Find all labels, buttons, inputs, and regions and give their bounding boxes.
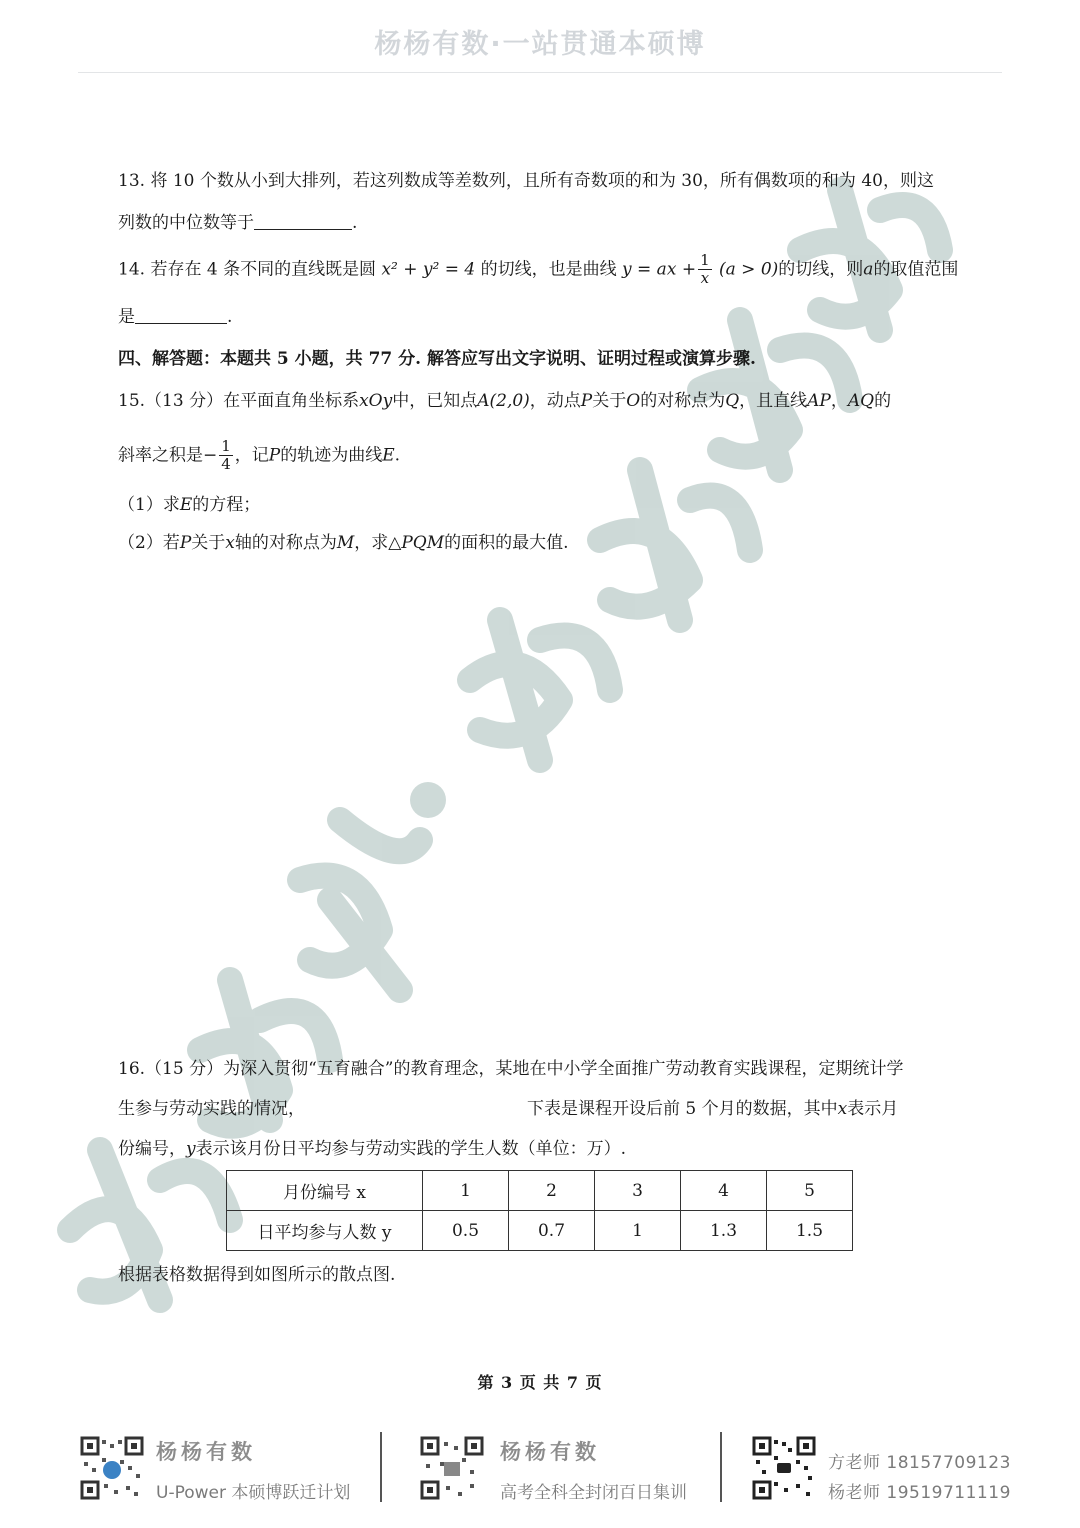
section-4-title: 四、解答题：本题共 5 小题，共 77 分. 解答应写出文字说明、证明过程或演算步骤. xyxy=(118,349,756,369)
footer-slogan: U-Power 本硕博跃迁计划 xyxy=(156,1483,351,1503)
q15-text: ，动点 xyxy=(529,391,581,411)
q15-period: . xyxy=(394,445,401,466)
q15-sub2-text: ，求 xyxy=(354,533,389,553)
q15-sub2 xyxy=(118,530,962,557)
table-row-value xyxy=(227,1211,853,1251)
q15-text: ，且直线 xyxy=(739,391,808,411)
q15-minus: − xyxy=(203,445,218,466)
footer-contact-fang: 方老师 18157709123 xyxy=(828,1453,1011,1473)
q15-frac-num: 1 xyxy=(221,437,231,455)
q13-line2 xyxy=(118,210,962,237)
q16-line1: 16.（15 分）为深入贯彻“五育融合”的教育理念，某地在中小学全面推广劳动教育实践课程，定期统计学 xyxy=(118,1059,904,1079)
watermark-dot xyxy=(410,782,446,818)
q15-line2 xyxy=(118,438,962,474)
q15-var-p: P xyxy=(268,445,281,466)
answer-blank xyxy=(135,307,227,324)
q15-frac-den: 4 xyxy=(221,455,231,474)
q16-line2 xyxy=(118,1096,962,1123)
q15-line-aq: AQ xyxy=(847,391,875,411)
q15-sub2-text: 关于 xyxy=(191,533,226,553)
watermark-stroke xyxy=(470,620,610,760)
table-cell: 1 xyxy=(423,1171,509,1211)
q14-fraction xyxy=(698,252,712,288)
q15-sub2-text: （2）若 xyxy=(118,533,180,553)
footer-slogan: 高考全科全封闭百日集训 xyxy=(500,1483,687,1503)
q14-curve-lhs: y = ax + xyxy=(622,259,697,280)
q15-line1 xyxy=(118,388,962,415)
q14-text-post: 的切线，则 xyxy=(778,259,864,280)
page-number: 第 3 页 共 7 页 xyxy=(477,1373,603,1392)
q14-period: . xyxy=(227,307,233,327)
footer-brand: 杨杨有数 xyxy=(156,1439,256,1464)
q15-sub2-text: 的面积的最大值. xyxy=(444,533,569,553)
data-table xyxy=(226,1170,853,1251)
table-cell: 0.5 xyxy=(423,1211,509,1251)
q16-var-x: x xyxy=(837,1099,848,1119)
table-cell: 3 xyxy=(595,1171,681,1211)
q15-text: 斜率之积是 xyxy=(118,445,203,466)
q15-var-x: x xyxy=(225,533,235,553)
q15-sub1 xyxy=(118,492,962,519)
table-header-value: 日平均参与人数 y xyxy=(227,1211,423,1251)
q15-comma: ， xyxy=(830,391,848,411)
q15-line-ap: AP xyxy=(807,391,831,411)
q15-sub1-text: （1）求 xyxy=(118,495,180,515)
q16-line3 xyxy=(118,1136,962,1163)
footer xyxy=(0,1430,1080,1510)
table-row-month xyxy=(227,1171,853,1211)
q16-var-y: y xyxy=(186,1139,196,1159)
table-cell: 2 xyxy=(509,1171,595,1211)
q16-text: 份编号， xyxy=(118,1139,186,1159)
header-banner: 杨杨有数·一站贯通本硕博 xyxy=(374,29,706,60)
table-cell: 1 xyxy=(595,1211,681,1251)
q15-sub2-text: 轴的对称点为 xyxy=(234,533,337,553)
header-divider xyxy=(78,72,1002,73)
table-cell: 5 xyxy=(767,1171,853,1211)
table-cell: 1.3 xyxy=(681,1211,767,1251)
q16-text: 生参与劳动实践的情况， xyxy=(118,1099,305,1119)
q15-text: 的 xyxy=(874,391,892,411)
q15-var-p: P xyxy=(580,391,593,411)
footer-divider xyxy=(720,1432,722,1502)
q15-var-o: O xyxy=(626,391,641,411)
q15-var-p: P xyxy=(179,533,192,553)
footer-contact-yang: 杨老师 19519711119 xyxy=(828,1483,1011,1503)
q15-sub1-text: 的方程； xyxy=(192,495,261,515)
q14-circle-eq: x² + y² = 4 xyxy=(381,259,476,280)
footer-brand: 杨杨有数 xyxy=(500,1439,600,1464)
q15-text: 的轨迹为曲线 xyxy=(280,445,383,466)
q14-text-post2: 的取值范围 xyxy=(873,259,959,280)
q13-line1: 13. 将 10 个数从小到大排列，若这列数成等差数列，且所有奇数项的和为 30，所有偶数项的和为 40，则这 xyxy=(118,171,934,191)
q15-triangle: △PQM xyxy=(388,533,445,553)
q15-var-e: E xyxy=(382,445,395,466)
q14-frac-den: x xyxy=(700,269,710,288)
q14-line1 xyxy=(118,252,962,288)
q15-var-m: M xyxy=(336,533,355,553)
q14-text-mid: 的切线，也是曲线 xyxy=(480,259,617,280)
q16-text: 表示该月份日平均参与劳动实践的学生人数（单位：万）. xyxy=(195,1139,627,1159)
q13-period: . xyxy=(352,213,358,233)
table-cell: 4 xyxy=(681,1171,767,1211)
q15-point-a: A(2,0) xyxy=(477,391,530,411)
q15-text: ，记 xyxy=(234,445,269,466)
q14-line2 xyxy=(118,304,962,331)
q14-frac-num: 1 xyxy=(700,251,710,269)
watermark-stroke xyxy=(300,820,420,990)
table-cell: 0.7 xyxy=(509,1211,595,1251)
table-header-month: 月份编号 x xyxy=(227,1171,423,1211)
q15-var-q: Q xyxy=(725,391,740,411)
qr-code-icon[interactable] xyxy=(420,1436,484,1500)
q16-text: 表示月 xyxy=(847,1099,899,1119)
q16-text: 下表是课程开设后前 5 个月的数据，其中 xyxy=(527,1099,838,1119)
q14-text: 14. 若存在 4 条不同的直线既是圆 xyxy=(118,259,377,280)
q15-text: 的对称点为 xyxy=(640,391,726,411)
qr-code-icon[interactable] xyxy=(80,1436,144,1500)
q15-fraction xyxy=(219,438,233,474)
q15-text: 15.（13 分）在平面直角坐标系 xyxy=(118,391,360,411)
qr-code-icon[interactable] xyxy=(752,1436,816,1500)
q15-text: 中，已知点 xyxy=(392,391,478,411)
footer-divider xyxy=(380,1432,382,1502)
answer-blank xyxy=(254,213,352,230)
q16-after-table: 根据表格数据得到如图所示的散点图. xyxy=(118,1265,396,1285)
q13-line2-text: 列数的中位数等于 xyxy=(118,213,254,233)
q14-var: a xyxy=(863,259,874,280)
q15-text: 关于 xyxy=(592,391,627,411)
q15-coord-system: xOy xyxy=(359,391,393,411)
q14-condition: (a > 0) xyxy=(719,259,779,280)
q15-var-e: E xyxy=(179,495,193,515)
q14-line2-text: 是 xyxy=(118,307,135,327)
table-cell: 1.5 xyxy=(767,1211,853,1251)
